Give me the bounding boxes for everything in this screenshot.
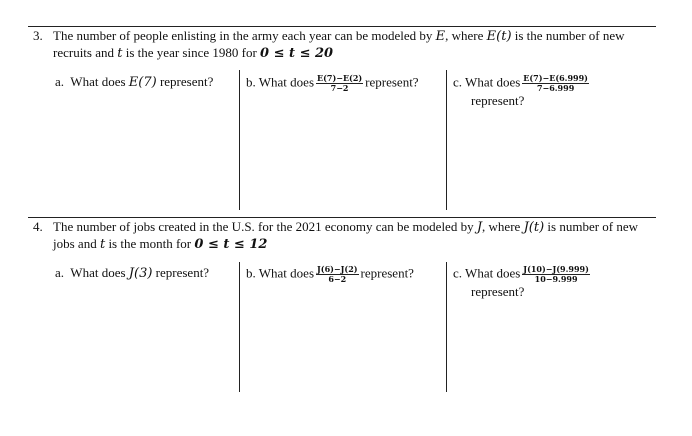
statement-text: , where: [482, 219, 524, 234]
problem-4-statement: [53, 219, 653, 253]
part-text: What does: [465, 265, 521, 281]
fraction-3b: [316, 74, 363, 93]
fraction-numerator: J(10)−J(9.999): [523, 264, 589, 274]
part-label: c.: [453, 265, 463, 281]
part-text: What does: [258, 265, 314, 281]
statement-math: t: [117, 46, 123, 61]
statement-text: is number of new: [544, 219, 639, 234]
divider-4ab: [239, 262, 240, 392]
fraction-denominator: 7−2: [330, 83, 349, 93]
statement-math: J: [476, 220, 483, 235]
domain-inequality: 0 ≤ t ≤ 20: [260, 46, 334, 61]
divider-4bc: [446, 262, 447, 392]
fraction-denominator: 10−9.999: [534, 274, 578, 284]
part-text: What does: [70, 74, 129, 89]
fraction-numerator: E(7)−E(2): [317, 73, 363, 83]
divider-3bc: [446, 70, 447, 210]
statement-math: t: [99, 237, 106, 252]
part-text: represent?: [152, 265, 210, 280]
fraction-numerator: E(7)−E(6.999): [523, 73, 588, 83]
fraction-4c: [522, 265, 590, 284]
statement-text: is the year since 1980 for: [122, 45, 261, 60]
statement-text: recruits and: [53, 45, 118, 60]
statement-math: J(t): [523, 220, 545, 235]
statement-text: The number of people enlisting in the army each year can be modeled by: [53, 28, 436, 43]
problem-3-number: 3.: [33, 28, 43, 43]
part-3a: [55, 74, 235, 91]
part-text: What does: [465, 74, 521, 90]
statement-text: The number of jobs created in the U.S. for the 2021 economy can be modeled by: [53, 219, 477, 234]
part-label: b.: [246, 74, 256, 90]
part-label: a.: [55, 74, 65, 89]
statement-math: E(t): [486, 29, 512, 44]
statement-text: is the number of new: [511, 28, 625, 43]
part-4b: [246, 265, 446, 284]
part-text: What does: [70, 265, 129, 280]
problem-3-top-rule: [28, 26, 656, 27]
fraction-4b: [316, 265, 359, 284]
part-text: What does: [258, 74, 314, 90]
statement-text: , where: [445, 28, 487, 43]
fraction-denominator: 7−6.999: [536, 83, 575, 93]
part-3c: [453, 74, 653, 109]
problem-3-statement: [53, 28, 653, 62]
part-text: represent?: [471, 93, 525, 108]
part-text: represent?: [360, 265, 414, 281]
problem-4-number: 4.: [33, 219, 43, 234]
part-label: c.: [453, 74, 463, 90]
part-4a: [55, 265, 235, 282]
divider-3ab: [239, 70, 240, 210]
part-text: represent?: [156, 74, 214, 89]
part-4c: [453, 265, 653, 300]
part-text: represent?: [471, 284, 525, 299]
part-label: b.: [246, 265, 256, 281]
statement-text: is the month for: [105, 236, 195, 251]
fraction-3c: [522, 74, 589, 93]
part-label: a.: [55, 265, 65, 280]
domain-inequality: 0 ≤ t ≤ 12: [194, 237, 268, 252]
fraction-numerator: J(6)−J(2): [317, 264, 358, 274]
problem-4-top-rule: [28, 217, 656, 218]
statement-text: jobs and: [53, 236, 100, 251]
part-3b: [246, 74, 446, 93]
statement-math: E: [435, 29, 446, 44]
part-expr: E(7): [128, 75, 157, 90]
part-expr: J(3): [128, 266, 153, 281]
part-text: represent?: [365, 74, 419, 90]
fraction-denominator: 6−2: [328, 274, 347, 284]
